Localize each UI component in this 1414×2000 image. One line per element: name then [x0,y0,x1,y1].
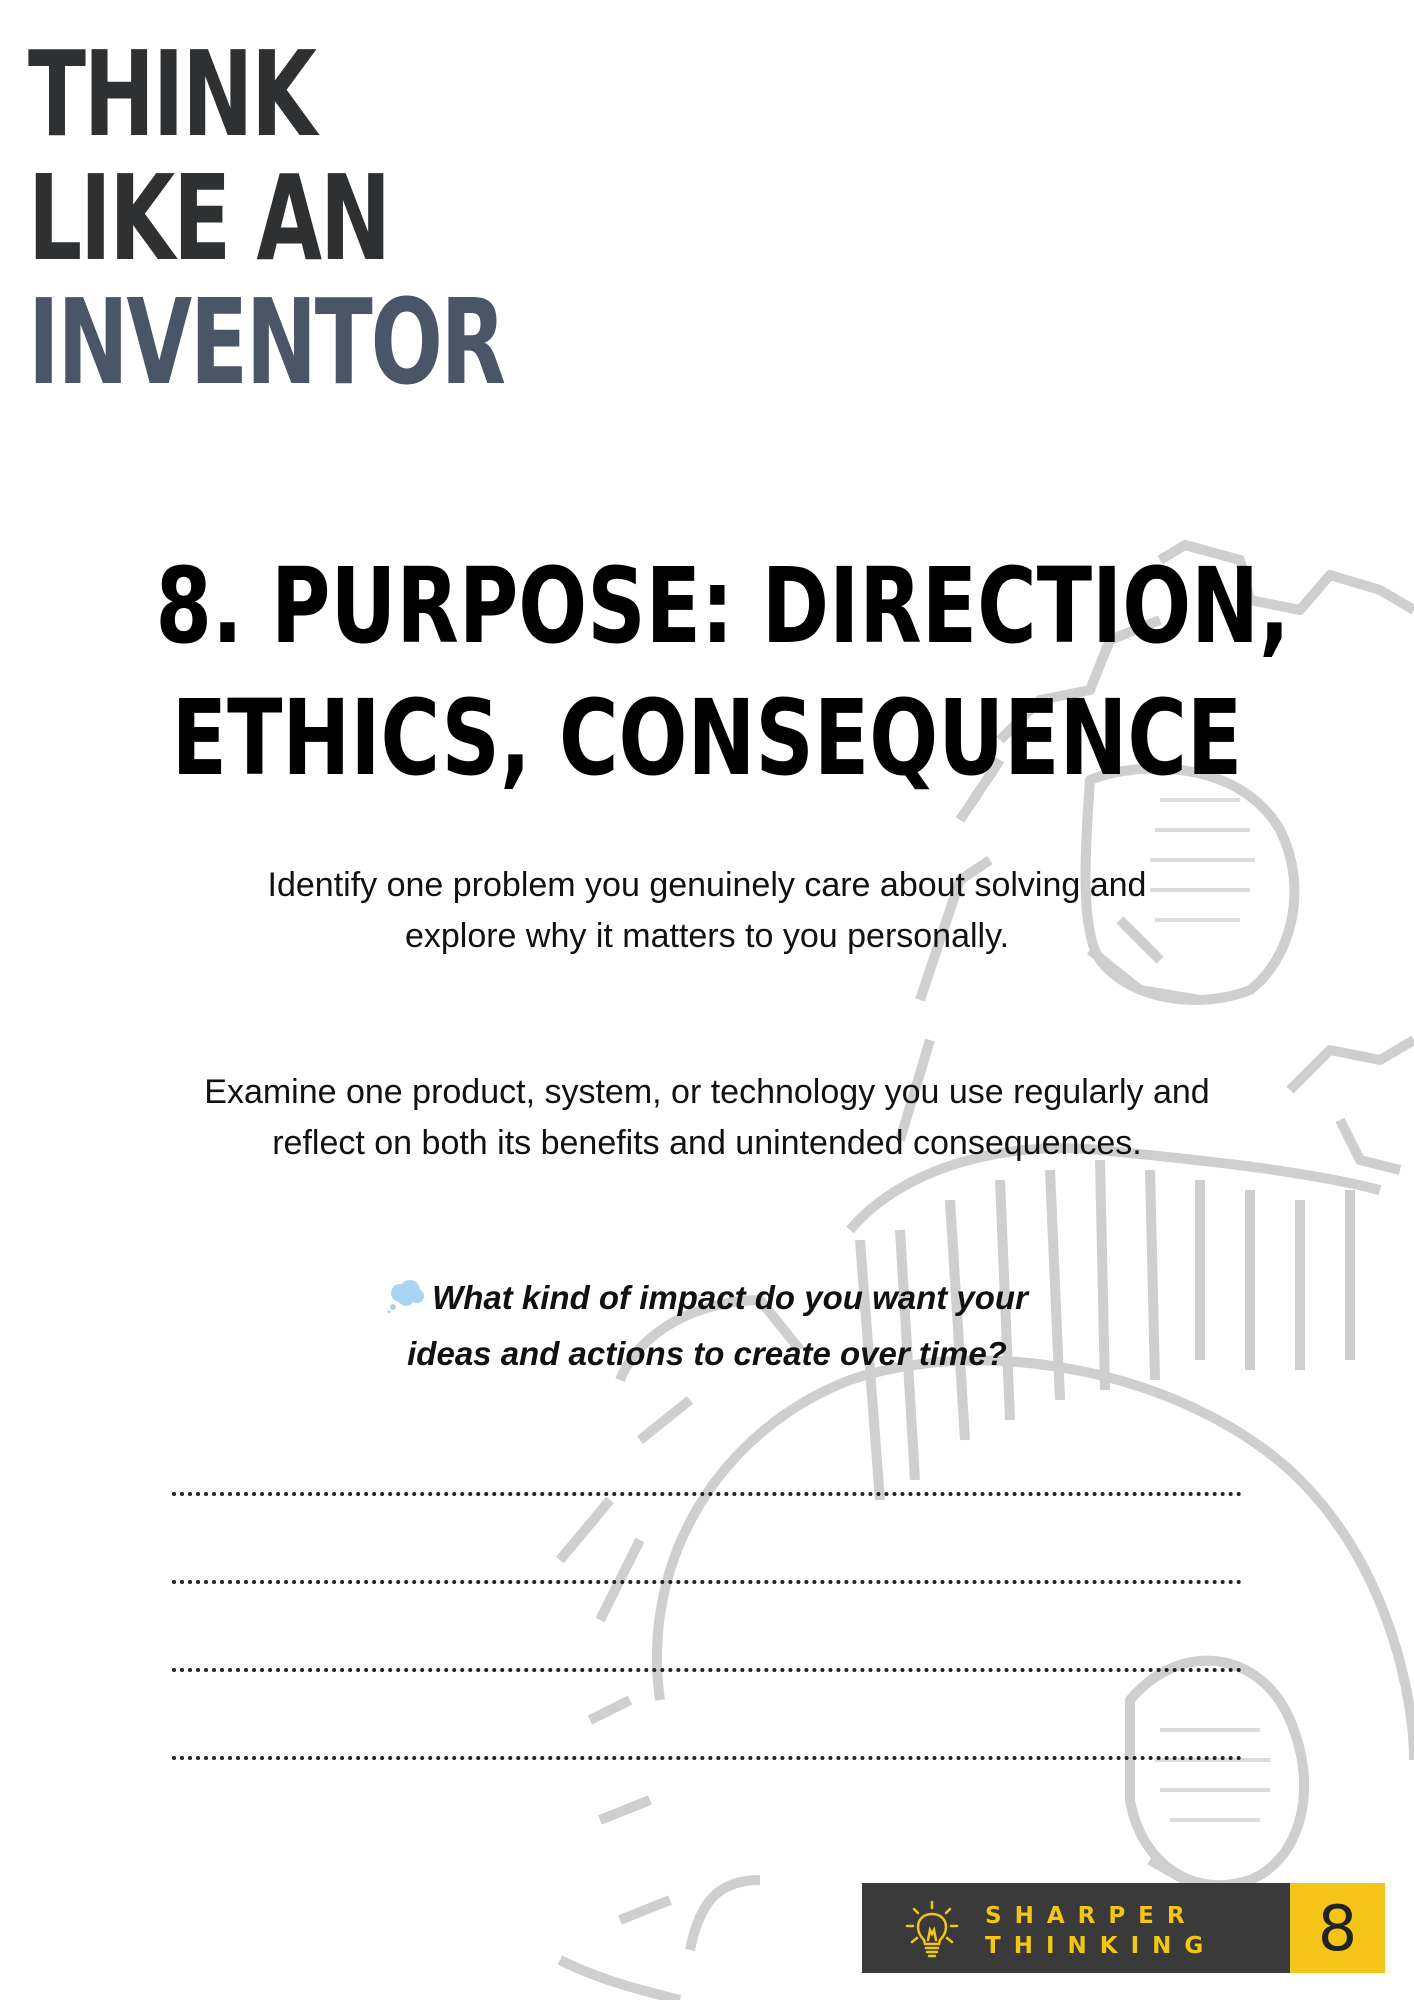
brand-title [28,25,689,411]
prompt-1-line-1: Identify one problem you genuinely care about solving and [267,866,1147,904]
section-heading-line2: ETHICS, CONSEQUENCE [171,677,1243,799]
section-heading-line1: 8. PURPOSE: DIRECTION, [155,545,1290,667]
section-heading [0,540,1414,804]
page-number: 8 [1290,1883,1385,1973]
writing-line[interactable] [172,1472,1242,1496]
prompt-paragraph-2 [0,1067,1414,1169]
writing-lines [172,1472,1242,1824]
thought-bubble-icon [386,1276,426,1328]
writing-line[interactable] [172,1560,1242,1584]
question-line-1: What kind of impact do you want your [432,1279,1028,1316]
brand-line-inventor: INVENTOR [28,273,504,411]
footer-brand-bar [862,1883,1385,1973]
footer-brand-text [985,1901,1216,1961]
writing-line[interactable] [172,1648,1242,1672]
prompt-1-line-2: explore why it matters to you personally. [404,917,1010,955]
writing-line[interactable] [172,1736,1242,1760]
prompt-2-line-2: reflect on both its benefits and unintended consequences. [272,1124,1142,1162]
prompt-2-line-1: Examine one product, system, or technology you use regularly and [204,1073,1210,1111]
prompt-paragraph-1 [0,860,1414,962]
reflection-question [0,1272,1414,1380]
question-line-2: ideas and actions to create over time? [407,1335,1007,1372]
footer-brand-line-2: THINKING [985,1933,1217,1959]
lightbulb-icon [904,1900,960,1963]
footer-brand-line-1: SHARPER [985,1903,1198,1929]
brand-line-like-an: LIKE AN [28,149,389,287]
brand-line-think: THINK [28,25,315,163]
